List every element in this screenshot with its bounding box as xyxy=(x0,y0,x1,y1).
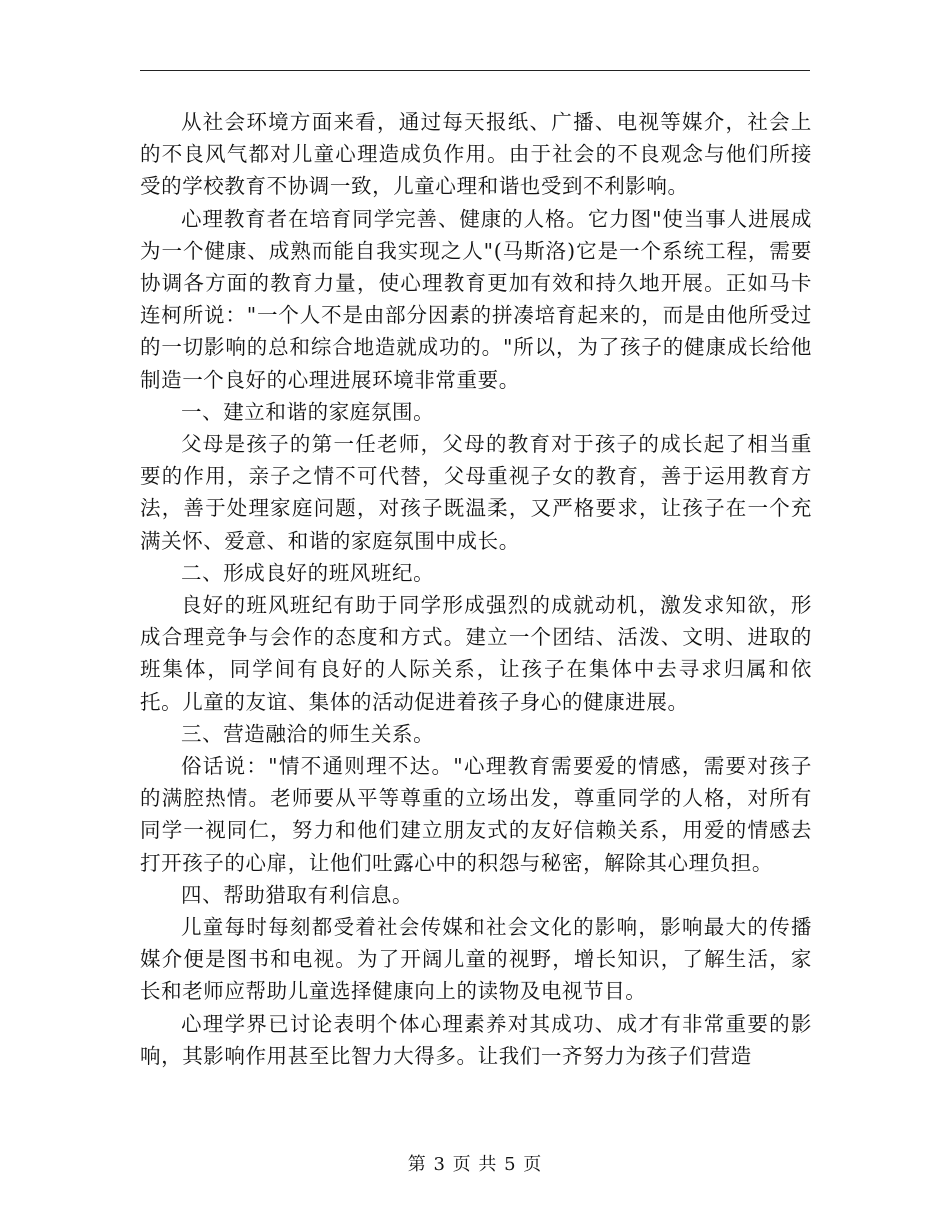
paragraph-conclusion: 心理学界已讨论表明个体心理素养对其成功、成才有非常重要的影响，其影响作用甚至比智力大得多。让我们一齐努力为孩子们营造 xyxy=(140,1011,812,1068)
heading-class-discipline: 二、形成良好的班风班纪。 xyxy=(181,560,435,585)
page-number-footer: 第 3 页 共 5 页 xyxy=(407,1154,543,1175)
paragraph-psychological-education: 心理教育者在培育同学完善、健康的人格。它力图"使当事人进展成为一个健康、成熟而能自我实现之人"(马斯洛)它是一个系统工程，需要协调各方面的教育力量，使心理教育更加有效和持久地开展。正如马卡连柯所说："一个人不是由部分因素的拼凑培育起来的，而是由他所受过的一切影响的总和综合地造就成功的。"所以，为了孩子的健康成长给他制造一个良好的心理进展环境非常重要。 xyxy=(140,206,812,392)
paragraph-class-discipline: 良好的班风班纪有助于同学形成强烈的成就动机，激发求知欲，形成合理竞争与会作的态度和方式。建立一个团结、活泼、文明、进取的班集体，同学间有良好的人际关系，让孩子在集体中去寻求归属和依托。儿童的友谊、集体的活动促进着孩子身心的健康进展。 xyxy=(140,593,812,714)
paragraph-family-atmosphere: 父母是孩子的第一任老师，父母的教育对于孩子的成长起了相当重要的作用，亲子之情不可代替，父母重视子女的教育，善于运用教育方法，善于处理家庭问题，对孩子既温柔，又严格要求，让孩子在一个充满关怀、爱意、和谐的家庭氛围中成长。 xyxy=(140,432,812,553)
heading-family-atmosphere: 一、建立和谐的家庭氛围。 xyxy=(181,399,435,424)
paragraph-social-environment: 从社会环境方面来看，通过每天报纸、广播、电视等媒介，社会上的不良风气都对儿童心理造成负作用。由于社会的不良观念与他们所接受的学校教育不协调一致，儿童心理和谐也受到不利影响。 xyxy=(140,110,812,199)
body-text xyxy=(140,106,812,1072)
heading-teacher-student: 三、营造融洽的师生关系。 xyxy=(181,721,435,746)
paragraph-teacher-student: 俗话说："情不通则理不达。"心理教育需要爱的情感，需要对孩子的满腔热情。老师要从平等尊重的立场出发，尊重同学的人格，对所有同学一视同仁，努力和他们建立朋友式的友好信赖关系，用爱的情感去打开孩子的心扉，让他们吐露心中的积怨与秘密，解除其心理负担。 xyxy=(140,754,812,875)
heading-useful-information: 四、帮助猎取有利信息。 xyxy=(181,882,414,907)
header-rule xyxy=(140,70,810,71)
paragraph-useful-information: 儿童每时每刻都受着社会传媒和社会文化的影响，影响最大的传播媒介便是图书和电视。为了开阔儿童的视野，增长知识，了解生活，家长和老师应帮助儿童选择健康向上的读物及电视节目。 xyxy=(140,915,812,1004)
